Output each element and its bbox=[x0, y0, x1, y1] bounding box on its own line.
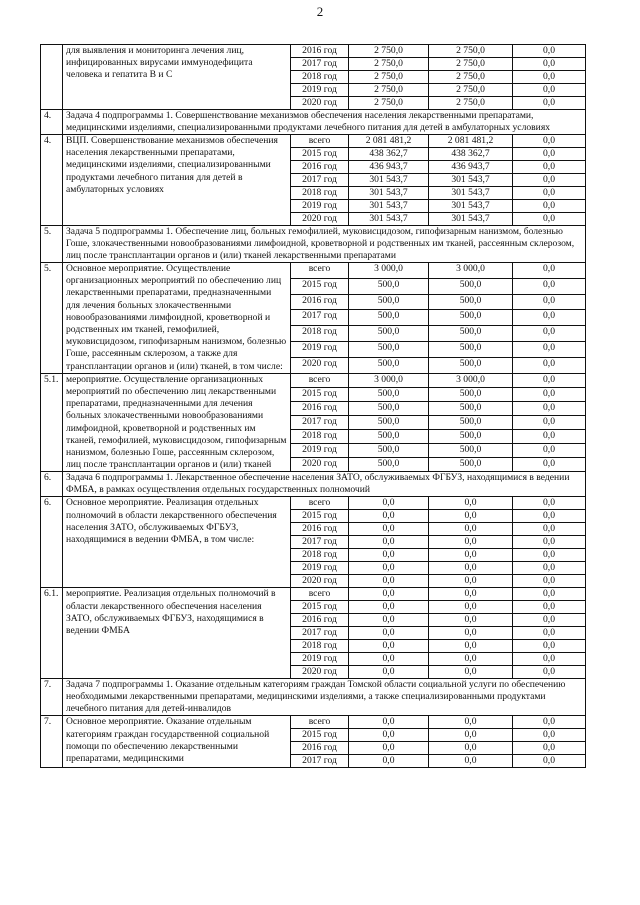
task-row bbox=[41, 226, 586, 263]
task-row bbox=[41, 679, 586, 716]
task-row bbox=[41, 472, 586, 497]
other-sources-cell: 0,0 bbox=[513, 135, 586, 148]
item-name: для выявления и мониторинга лечения лиц, инфицированных вирусами иммунодефицита человека и гепатита В и С bbox=[63, 45, 291, 110]
regional-budget-cell: 0,0 bbox=[429, 510, 513, 523]
period-cell: 2018 год bbox=[291, 187, 349, 200]
regional-budget-cell: 0,0 bbox=[429, 666, 513, 679]
period-cell: 2017 год bbox=[291, 416, 349, 430]
other-sources-cell: 0,0 bbox=[513, 640, 586, 653]
total-funding-cell: 0,0 bbox=[349, 536, 429, 549]
other-sources-cell: 0,0 bbox=[513, 755, 586, 768]
other-sources-cell: 0,0 bbox=[513, 326, 586, 342]
task-text: Задача 5 подпрограммы 1. Обеспечение лиц, больных гемофилией, муковисцидозом, гипофизарным нанизмом, болезнью Гоше, злокачественными новообразованиями лимфоидной, кроветворной и родственных им тканей, рассеянным склерозом, лиц после трансплантации органов и (или) тканей лекарственными препаратами bbox=[63, 226, 586, 263]
total-funding-cell: 500,0 bbox=[349, 458, 429, 472]
total-funding-cell: 0,0 bbox=[349, 549, 429, 562]
period-cell: 2017 год bbox=[291, 755, 349, 768]
total-funding-cell: 0,0 bbox=[349, 614, 429, 627]
period-cell: 2019 год bbox=[291, 342, 349, 358]
regional-budget-cell: 0,0 bbox=[429, 627, 513, 640]
item-number: 5. bbox=[41, 263, 63, 374]
other-sources-cell: 0,0 bbox=[513, 444, 586, 458]
regional-budget-cell: 2 750,0 bbox=[429, 71, 513, 84]
other-sources-cell: 0,0 bbox=[513, 588, 586, 601]
regional-budget-cell: 500,0 bbox=[429, 444, 513, 458]
other-sources-cell: 0,0 bbox=[513, 58, 586, 71]
period-cell: всего bbox=[291, 588, 349, 601]
item-name: мероприятие. Реализация отдельных полномочий в области лекарственного обеспечения населения ЗАТО, обслуживаемых ФГБУЗ, находящимися в ведении ФМБА bbox=[63, 588, 291, 679]
total-funding-cell: 301 543,7 bbox=[349, 174, 429, 187]
total-funding-cell: 0,0 bbox=[349, 666, 429, 679]
regional-budget-cell: 0,0 bbox=[429, 729, 513, 742]
period-cell: всего bbox=[291, 716, 349, 729]
regional-budget-cell: 2 750,0 bbox=[429, 58, 513, 71]
period-cell: 2015 год bbox=[291, 387, 349, 401]
regional-budget-cell: 500,0 bbox=[429, 278, 513, 294]
regional-budget-cell: 301 543,7 bbox=[429, 200, 513, 213]
total-funding-cell: 436 943,7 bbox=[349, 161, 429, 174]
task-text: Задача 6 подпрограммы 1. Лекарственное обеспечение населения ЗАТО, обслуживаемых ФГБУЗ, находящимися в ведении ФМБА, в рамках осуществления отдельных государственных полномочий bbox=[63, 472, 586, 497]
other-sources-cell: 0,0 bbox=[513, 416, 586, 430]
period-cell: всего bbox=[291, 373, 349, 387]
regional-budget-cell: 500,0 bbox=[429, 430, 513, 444]
period-cell: 2019 год bbox=[291, 84, 349, 97]
period-cell: 2015 год bbox=[291, 148, 349, 161]
regional-budget-cell: 500,0 bbox=[429, 294, 513, 310]
item-number: 6. bbox=[41, 497, 63, 588]
regional-budget-cell: 0,0 bbox=[429, 549, 513, 562]
period-cell: 2015 год bbox=[291, 278, 349, 294]
total-funding-cell: 500,0 bbox=[349, 387, 429, 401]
regional-budget-cell: 500,0 bbox=[429, 416, 513, 430]
budget-table-body bbox=[41, 45, 586, 768]
total-funding-cell: 500,0 bbox=[349, 444, 429, 458]
total-funding-cell: 500,0 bbox=[349, 310, 429, 326]
total-funding-cell: 0,0 bbox=[349, 523, 429, 536]
period-cell: 2015 год bbox=[291, 510, 349, 523]
regional-budget-cell: 0,0 bbox=[429, 716, 513, 729]
task-row bbox=[41, 110, 586, 135]
period-cell: 2020 год bbox=[291, 97, 349, 110]
regional-budget-cell: 301 543,7 bbox=[429, 174, 513, 187]
period-cell: 2017 год bbox=[291, 536, 349, 549]
total-funding-cell: 0,0 bbox=[349, 716, 429, 729]
total-funding-cell: 2 750,0 bbox=[349, 84, 429, 97]
period-cell: 2019 год bbox=[291, 562, 349, 575]
period-cell: 2016 год bbox=[291, 161, 349, 174]
regional-budget-cell: 2 081 481,2 bbox=[429, 135, 513, 148]
period-cell: 2018 год bbox=[291, 640, 349, 653]
total-funding-cell: 0,0 bbox=[349, 497, 429, 510]
other-sources-cell: 0,0 bbox=[513, 213, 586, 226]
total-funding-cell: 2 750,0 bbox=[349, 97, 429, 110]
total-funding-cell: 0,0 bbox=[349, 755, 429, 768]
regional-budget-cell: 0,0 bbox=[429, 588, 513, 601]
period-cell: 2017 год bbox=[291, 310, 349, 326]
task-number: 5. bbox=[41, 226, 63, 263]
period-cell: 2017 год bbox=[291, 58, 349, 71]
other-sources-cell: 0,0 bbox=[513, 401, 586, 415]
period-cell: 2020 год bbox=[291, 213, 349, 226]
other-sources-cell: 0,0 bbox=[513, 148, 586, 161]
total-funding-cell: 2 750,0 bbox=[349, 58, 429, 71]
task-text: Задача 4 подпрограммы 1. Совершенствование механизмов обеспечения населения лекарственными препаратами, медицинскими изделиями, специализированными продуктами лечебного питания для детей в амбулаторных условиях bbox=[63, 110, 586, 135]
regional-budget-cell: 0,0 bbox=[429, 755, 513, 768]
table-row bbox=[41, 373, 586, 387]
regional-budget-cell: 301 543,7 bbox=[429, 213, 513, 226]
regional-budget-cell: 0,0 bbox=[429, 575, 513, 588]
regional-budget-cell: 500,0 bbox=[429, 387, 513, 401]
period-cell: 2018 год bbox=[291, 71, 349, 84]
item-number: 7. bbox=[41, 716, 63, 768]
item-number: 6.1. bbox=[41, 588, 63, 679]
other-sources-cell: 0,0 bbox=[513, 187, 586, 200]
page-number: 2 bbox=[316, 4, 324, 19]
period-cell: 2016 год bbox=[291, 401, 349, 415]
other-sources-cell: 0,0 bbox=[513, 84, 586, 97]
regional-budget-cell: 500,0 bbox=[429, 357, 513, 373]
item-number bbox=[41, 45, 63, 110]
regional-budget-cell: 0,0 bbox=[429, 523, 513, 536]
period-cell: 2018 год bbox=[291, 326, 349, 342]
regional-budget-cell: 0,0 bbox=[429, 536, 513, 549]
period-cell: 2016 год bbox=[291, 45, 349, 58]
regional-budget-cell: 2 750,0 bbox=[429, 97, 513, 110]
table-row bbox=[41, 497, 586, 510]
period-cell: 2015 год bbox=[291, 729, 349, 742]
other-sources-cell: 0,0 bbox=[513, 310, 586, 326]
other-sources-cell: 0,0 bbox=[513, 653, 586, 666]
regional-budget-cell: 0,0 bbox=[429, 653, 513, 666]
total-funding-cell: 2 750,0 bbox=[349, 45, 429, 58]
other-sources-cell: 0,0 bbox=[513, 523, 586, 536]
item-number: 5.1. bbox=[41, 373, 63, 472]
total-funding-cell: 0,0 bbox=[349, 729, 429, 742]
period-cell: 2018 год bbox=[291, 430, 349, 444]
regional-budget-cell: 0,0 bbox=[429, 640, 513, 653]
regional-budget-cell: 436 943,7 bbox=[429, 161, 513, 174]
total-funding-cell: 500,0 bbox=[349, 342, 429, 358]
table-row bbox=[41, 45, 586, 58]
task-number: 6. bbox=[41, 472, 63, 497]
period-cell: всего bbox=[291, 497, 349, 510]
total-funding-cell: 500,0 bbox=[349, 401, 429, 415]
total-funding-cell: 301 543,7 bbox=[349, 213, 429, 226]
other-sources-cell: 0,0 bbox=[513, 716, 586, 729]
regional-budget-cell: 500,0 bbox=[429, 342, 513, 358]
item-name: Основное мероприятие. Реализация отдельных полномочий в области лекарственного обеспечения населения ЗАТО, обслуживаемых ФГБУЗ, находящимися в ведении ФМБА, в том числе: bbox=[63, 497, 291, 588]
period-cell: 2020 год bbox=[291, 458, 349, 472]
other-sources-cell: 0,0 bbox=[513, 200, 586, 213]
total-funding-cell: 0,0 bbox=[349, 562, 429, 575]
period-cell: 2020 год bbox=[291, 357, 349, 373]
total-funding-cell: 500,0 bbox=[349, 416, 429, 430]
other-sources-cell: 0,0 bbox=[513, 627, 586, 640]
other-sources-cell: 0,0 bbox=[513, 294, 586, 310]
total-funding-cell: 2 081 481,2 bbox=[349, 135, 429, 148]
other-sources-cell: 0,0 bbox=[513, 357, 586, 373]
other-sources-cell: 0,0 bbox=[513, 342, 586, 358]
total-funding-cell: 500,0 bbox=[349, 430, 429, 444]
total-funding-cell: 301 543,7 bbox=[349, 200, 429, 213]
period-cell: 2018 год bbox=[291, 549, 349, 562]
period-cell: 2019 год bbox=[291, 444, 349, 458]
regional-budget-cell: 500,0 bbox=[429, 401, 513, 415]
table-row bbox=[41, 588, 586, 601]
other-sources-cell: 0,0 bbox=[513, 575, 586, 588]
regional-budget-cell: 0,0 bbox=[429, 601, 513, 614]
total-funding-cell: 500,0 bbox=[349, 278, 429, 294]
item-name: ВЦП. Совершенствование механизмов обеспечения населения лекарственными препаратами, медицинскими изделиями, специализированными продуктами лечебного питания для детей в амбулаторных условиях bbox=[63, 135, 291, 226]
total-funding-cell: 0,0 bbox=[349, 510, 429, 523]
period-cell: 2017 год bbox=[291, 174, 349, 187]
regional-budget-cell: 0,0 bbox=[429, 742, 513, 755]
period-cell: 2016 год bbox=[291, 523, 349, 536]
regional-budget-cell: 2 750,0 bbox=[429, 84, 513, 97]
other-sources-cell: 0,0 bbox=[513, 536, 586, 549]
regional-budget-cell: 500,0 bbox=[429, 458, 513, 472]
regional-budget-cell: 500,0 bbox=[429, 326, 513, 342]
total-funding-cell: 438 362,7 bbox=[349, 148, 429, 161]
regional-budget-cell: 500,0 bbox=[429, 310, 513, 326]
period-cell: 2020 год bbox=[291, 575, 349, 588]
period-cell: 2016 год bbox=[291, 294, 349, 310]
regional-budget-cell: 2 750,0 bbox=[429, 45, 513, 58]
regional-budget-cell: 301 543,7 bbox=[429, 187, 513, 200]
other-sources-cell: 0,0 bbox=[513, 614, 586, 627]
period-cell: 2016 год bbox=[291, 614, 349, 627]
other-sources-cell: 0,0 bbox=[513, 97, 586, 110]
total-funding-cell: 0,0 bbox=[349, 601, 429, 614]
total-funding-cell: 3 000,0 bbox=[349, 373, 429, 387]
period-cell: 2015 год bbox=[291, 601, 349, 614]
task-number: 7. bbox=[41, 679, 63, 716]
other-sources-cell: 0,0 bbox=[513, 71, 586, 84]
total-funding-cell: 0,0 bbox=[349, 742, 429, 755]
other-sources-cell: 0,0 bbox=[513, 549, 586, 562]
period-cell: 2019 год bbox=[291, 200, 349, 213]
period-cell: 2017 год bbox=[291, 627, 349, 640]
budget-table bbox=[40, 44, 586, 768]
task-number: 4. bbox=[41, 110, 63, 135]
other-sources-cell: 0,0 bbox=[513, 373, 586, 387]
other-sources-cell: 0,0 bbox=[513, 263, 586, 279]
table-row bbox=[41, 135, 586, 148]
total-funding-cell: 500,0 bbox=[349, 326, 429, 342]
other-sources-cell: 0,0 bbox=[513, 601, 586, 614]
period-cell: 2016 год bbox=[291, 742, 349, 755]
other-sources-cell: 0,0 bbox=[513, 497, 586, 510]
regional-budget-cell: 0,0 bbox=[429, 497, 513, 510]
other-sources-cell: 0,0 bbox=[513, 458, 586, 472]
regional-budget-cell: 3 000,0 bbox=[429, 263, 513, 279]
regional-budget-cell: 0,0 bbox=[429, 562, 513, 575]
other-sources-cell: 0,0 bbox=[513, 742, 586, 755]
other-sources-cell: 0,0 bbox=[513, 45, 586, 58]
other-sources-cell: 0,0 bbox=[513, 430, 586, 444]
table-row bbox=[41, 716, 586, 729]
other-sources-cell: 0,0 bbox=[513, 562, 586, 575]
item-name: Основное мероприятие. Оказание отдельным категориям граждан государственной социальной помощи по обеспечению лекарственными препаратами, медицинскими bbox=[63, 716, 291, 768]
period-cell: 2019 год bbox=[291, 653, 349, 666]
total-funding-cell: 0,0 bbox=[349, 640, 429, 653]
table-row bbox=[41, 263, 586, 279]
regional-budget-cell: 438 362,7 bbox=[429, 148, 513, 161]
regional-budget-cell: 0,0 bbox=[429, 614, 513, 627]
total-funding-cell: 0,0 bbox=[349, 575, 429, 588]
regional-budget-cell: 3 000,0 bbox=[429, 373, 513, 387]
total-funding-cell: 0,0 bbox=[349, 627, 429, 640]
item-name: Основное мероприятие. Осуществление организационных мероприятий по обеспечению лиц лекарственными препаратами, предназначенными для лечения больных злокачественными новообразованиями лимфоидной, кроветворной и родственных им тканей, гемофилией, муковисцидозом, гипофизарным нанизмом, болезнью Гоше, рассеянным склерозом, а также для трансплантации органов и (или) тканей, в том числе: bbox=[63, 263, 291, 374]
other-sources-cell: 0,0 bbox=[513, 161, 586, 174]
period-cell: всего bbox=[291, 263, 349, 279]
item-number: 4. bbox=[41, 135, 63, 226]
total-funding-cell: 500,0 bbox=[349, 357, 429, 373]
total-funding-cell: 3 000,0 bbox=[349, 263, 429, 279]
total-funding-cell: 0,0 bbox=[349, 588, 429, 601]
total-funding-cell: 2 750,0 bbox=[349, 71, 429, 84]
period-cell: всего bbox=[291, 135, 349, 148]
other-sources-cell: 0,0 bbox=[513, 729, 586, 742]
total-funding-cell: 301 543,7 bbox=[349, 187, 429, 200]
other-sources-cell: 0,0 bbox=[513, 666, 586, 679]
period-cell: 2020 год bbox=[291, 666, 349, 679]
total-funding-cell: 0,0 bbox=[349, 653, 429, 666]
task-text: Задача 7 подпрограммы 1. Оказание отдельным категориям граждан Томской области социальной услуги по обеспечению необходимыми лекарственными препаратами, медицинскими изделиями, а также специализированными продуктами лечебного питания для детей-инвалидов bbox=[63, 679, 586, 716]
item-name: мероприятие. Осуществление организационных мероприятий по обеспечению лиц лекарственными препаратами, предназначенными для лечения больных злокачественными новообразованиями лимфоидной, кроветворной и родственных им тканей, гемофилией, муковисцидозом, гипофизарным нанизмом, болезнью Гоше, рассеянным склерозом, лиц после трансплантации органов и (или) тканей bbox=[63, 373, 291, 472]
other-sources-cell: 0,0 bbox=[513, 510, 586, 523]
other-sources-cell: 0,0 bbox=[513, 278, 586, 294]
other-sources-cell: 0,0 bbox=[513, 387, 586, 401]
other-sources-cell: 0,0 bbox=[513, 174, 586, 187]
total-funding-cell: 500,0 bbox=[349, 294, 429, 310]
